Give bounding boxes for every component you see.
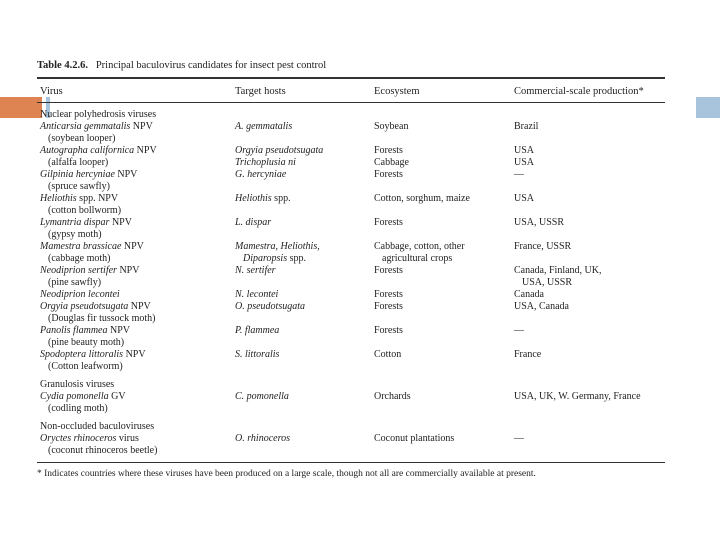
- table-row: [0, 205, 720, 217]
- table-number: Table 4.2.6.: [37, 60, 88, 71]
- cell-text: (Douglas fir tussock moth): [48, 313, 156, 324]
- cell-text: Brazil: [514, 121, 539, 132]
- italic-name: O. pseudotsugata: [235, 301, 305, 312]
- cell-text: USA, Canada: [514, 301, 569, 312]
- cell-text: France: [514, 349, 542, 360]
- cell-text: —: [514, 169, 524, 180]
- cell-production: [514, 325, 524, 337]
- italic-name: Anticarsia gemmatalis: [40, 121, 131, 132]
- cell-text: USA, USSR: [522, 277, 573, 288]
- table-row: [0, 169, 720, 181]
- table-row: [0, 109, 720, 121]
- table-row: [0, 193, 720, 205]
- cell-text: (pine beauty moth): [48, 337, 125, 348]
- cell-virus: [40, 181, 110, 193]
- header-rule: [37, 102, 665, 103]
- cell-ecosystem: [374, 391, 411, 403]
- cell-text: NPV: [114, 169, 138, 180]
- cell-virus: [40, 145, 157, 157]
- cell-target-host: [235, 265, 276, 277]
- table-row: [0, 265, 720, 277]
- italic-name: Spodoptera littoralis: [40, 349, 124, 360]
- cell-text: Cabbage: [374, 157, 409, 168]
- table-row: [0, 337, 720, 349]
- header-target-hosts: Target hosts: [235, 86, 286, 97]
- cell-target-host: [235, 169, 286, 181]
- cell-text: Cotton, sorghum, maize: [374, 193, 470, 204]
- cell-ecosystem: [374, 301, 403, 313]
- table-row: [0, 349, 720, 361]
- cell-text: GV: [108, 391, 126, 402]
- cell-ecosystem: [374, 289, 403, 301]
- cell-virus: [40, 217, 132, 229]
- cell-production: [514, 289, 544, 301]
- cell-virus: [40, 109, 156, 121]
- italic-name: Neodiprion lecontei: [40, 289, 120, 300]
- cell-production: [514, 145, 534, 157]
- cell-text: Forests: [374, 217, 403, 228]
- cell-ecosystem: [374, 157, 409, 169]
- cell-text: spp.: [287, 253, 306, 264]
- cell-target-host: [235, 145, 323, 157]
- table-row: [0, 433, 720, 445]
- cell-ecosystem: [374, 217, 403, 229]
- table-row: [0, 301, 720, 313]
- cell-virus: [40, 421, 154, 433]
- cell-virus: [40, 133, 115, 145]
- table-row: [0, 325, 720, 337]
- cell-text: USA: [514, 157, 535, 168]
- italic-name: Mamestra brassicae: [40, 241, 122, 252]
- italic-name: Autographa californica: [40, 145, 135, 156]
- cell-text: Forests: [374, 301, 403, 312]
- cell-virus: [40, 361, 123, 373]
- cell-text: Canada: [514, 289, 544, 300]
- cell-ecosystem: [374, 169, 403, 181]
- cell-production: [514, 265, 602, 277]
- cell-production: [514, 169, 524, 181]
- cell-text: NPV: [123, 349, 146, 360]
- cell-target-host: [235, 217, 271, 229]
- cell-text: Non-occluded baculoviruses: [40, 421, 155, 432]
- cell-text: Granulosis viruses: [40, 379, 115, 390]
- italic-name: S. littoralis: [235, 349, 280, 360]
- table-row: [0, 403, 720, 415]
- cell-text: (gypsy moth): [48, 229, 102, 240]
- cell-virus: [40, 253, 110, 265]
- header-virus: Virus: [40, 86, 63, 97]
- cell-text: (Cotton leafworm): [48, 361, 123, 372]
- cell-target-host: [235, 193, 291, 205]
- cell-ecosystem: [374, 253, 452, 265]
- italic-name: Orgyia pseudotsugata: [40, 301, 129, 312]
- italic-name: L. dispar: [235, 217, 272, 228]
- table-row: [0, 121, 720, 133]
- table-row: [0, 229, 720, 241]
- table-row: [0, 379, 720, 391]
- cell-text: Cotton: [374, 349, 402, 360]
- cell-target-host: [235, 289, 278, 301]
- cell-virus: [40, 121, 153, 133]
- cell-virus: [40, 289, 120, 301]
- table-row: [0, 361, 720, 373]
- cell-virus: [40, 403, 108, 415]
- cell-production: [514, 157, 534, 169]
- cell-text: Orchards: [374, 391, 411, 402]
- cell-virus: [40, 193, 118, 205]
- cell-text: Coconut plantations: [374, 433, 455, 444]
- cell-virus: [40, 379, 114, 391]
- cell-virus: [40, 265, 139, 277]
- bottom-rule: [37, 462, 665, 463]
- italic-name: C. pomonella: [235, 391, 289, 402]
- cell-text: virus: [116, 433, 139, 444]
- table-row: [0, 241, 720, 253]
- cell-text: spp.: [271, 193, 291, 204]
- cell-virus: [40, 277, 101, 289]
- italic-name: Gilpinia hercyniae: [40, 169, 115, 180]
- cell-production: [514, 193, 534, 205]
- cell-production: [514, 277, 572, 289]
- cell-text: Nuclear polyhedrosis viruses: [40, 109, 157, 120]
- table-caption: Principal baculovirus candidates for insect pest control: [95, 60, 327, 71]
- italic-name: P. flammea: [235, 325, 280, 336]
- cell-text: NPV: [109, 217, 132, 228]
- cell-production: [514, 433, 524, 445]
- cell-ecosystem: [374, 193, 470, 205]
- top-rule: [37, 77, 665, 79]
- italic-name: Heliothis: [235, 193, 272, 204]
- cell-text: Forests: [374, 169, 403, 180]
- cell-text: NPV: [130, 121, 153, 132]
- italic-name: Orgyia pseudotsugata: [235, 145, 324, 156]
- cell-ecosystem: [374, 433, 454, 445]
- cell-virus: [40, 313, 156, 325]
- cell-virus: [40, 433, 139, 445]
- italic-name: O. rhinoceros: [235, 433, 290, 444]
- cell-text: Soybean: [374, 121, 409, 132]
- cell-text: spp. NPV: [76, 193, 119, 204]
- cell-virus: [40, 391, 126, 403]
- cell-text: Canada, Finland, UK,: [514, 265, 602, 276]
- italic-name: Mamestra, Heliothis,: [235, 241, 320, 252]
- cell-text: NPV: [128, 301, 151, 312]
- cell-target-host: [235, 325, 279, 337]
- italic-name: Trichoplusia ni: [235, 157, 296, 168]
- cell-text: (codling moth): [48, 403, 108, 414]
- cell-production: [514, 301, 569, 313]
- cell-text: agricultural crops: [382, 253, 453, 264]
- table-row: [0, 421, 720, 433]
- header-ecosystem: Ecosystem: [374, 86, 420, 97]
- cell-text: (alfalfa looper): [48, 157, 109, 168]
- cell-production: [514, 121, 538, 133]
- header-production: Commercial-scale production*: [514, 86, 644, 97]
- cell-text: USA: [514, 145, 535, 156]
- cell-target-host: [235, 433, 290, 445]
- table-row: [0, 133, 720, 145]
- cell-virus: [40, 325, 130, 337]
- cell-text: Forests: [374, 325, 403, 336]
- cell-virus: [40, 349, 146, 361]
- cell-production: [514, 349, 541, 361]
- cell-text: —: [514, 325, 524, 336]
- cell-ecosystem: [374, 121, 408, 133]
- cell-text: NPV: [107, 325, 131, 336]
- cell-text: Cabbage, cotton, other: [374, 241, 465, 252]
- cell-text: (cabbage moth): [48, 253, 111, 264]
- cell-ecosystem: [374, 241, 465, 253]
- italic-name: Panolis flammea: [40, 325, 108, 336]
- italic-name: N. sertifer: [235, 265, 276, 276]
- table-row: [0, 217, 720, 229]
- cell-virus: [40, 445, 157, 457]
- cell-virus: [40, 157, 108, 169]
- cell-text: (soybean looper): [48, 133, 116, 144]
- cell-ecosystem: [374, 325, 403, 337]
- cell-virus: [40, 169, 137, 181]
- cell-text: (coconut rhinoceros beetle): [48, 445, 158, 456]
- cell-text: Forests: [374, 145, 403, 156]
- table-row: [0, 145, 720, 157]
- cell-target-host: [235, 391, 289, 403]
- cell-text: USA, UK, W. Germany, France: [514, 391, 641, 402]
- italic-name: Diparopsis: [243, 253, 288, 264]
- cell-virus: [40, 241, 144, 253]
- italic-name: Heliothis: [40, 193, 77, 204]
- cell-text: Forests: [374, 289, 403, 300]
- cell-target-host: [235, 301, 305, 313]
- italic-name: Neodiprion sertifer: [40, 265, 117, 276]
- table-row: [0, 277, 720, 289]
- italic-name: Oryctes rhinoceros: [40, 433, 117, 444]
- table-row: [0, 289, 720, 301]
- table-row: [0, 445, 720, 457]
- italic-name: G. hercyniae: [235, 169, 287, 180]
- footnote: * Indicates countries where these viruses have been produced on a large scale, though not all are commercially available at present.: [37, 469, 536, 479]
- cell-virus: [40, 301, 151, 313]
- table-row: [0, 253, 720, 265]
- cell-text: (cotton bollworm): [48, 205, 122, 216]
- cell-target-host: [235, 121, 292, 133]
- cell-virus: [40, 337, 124, 349]
- cell-production: [514, 217, 564, 229]
- cell-text: NPV: [134, 145, 157, 156]
- cell-text: (spruce sawfly): [48, 181, 110, 192]
- italic-name: A. gemmatalis: [235, 121, 293, 132]
- cell-text: Forests: [374, 265, 403, 276]
- cell-virus: [40, 205, 121, 217]
- cell-text: France, USSR: [514, 241, 572, 252]
- cell-ecosystem: [374, 349, 401, 361]
- cell-virus: [40, 229, 102, 241]
- cell-text: USA, USSR: [514, 217, 565, 228]
- cell-target-host: [235, 157, 296, 169]
- table-title: [37, 60, 326, 71]
- cell-target-host: [235, 241, 320, 253]
- table-row: [0, 157, 720, 169]
- cell-text: —: [514, 433, 524, 444]
- table-row: [0, 181, 720, 193]
- cell-production: [514, 391, 641, 403]
- cell-text: NPV: [116, 265, 140, 276]
- cell-target-host: [235, 253, 306, 265]
- cell-ecosystem: [374, 145, 403, 157]
- cell-target-host: [235, 349, 279, 361]
- cell-production: [514, 241, 571, 253]
- italic-name: N. lecontei: [235, 289, 279, 300]
- cell-ecosystem: [374, 265, 403, 277]
- table-row: [0, 313, 720, 325]
- cell-text: NPV: [121, 241, 144, 252]
- italic-name: Lymantria dispar: [40, 217, 110, 228]
- cell-text: USA: [514, 193, 535, 204]
- table-row: [0, 391, 720, 403]
- italic-name: Cydia pomonella: [40, 391, 109, 402]
- cell-text: (pine sawfly): [48, 277, 102, 288]
